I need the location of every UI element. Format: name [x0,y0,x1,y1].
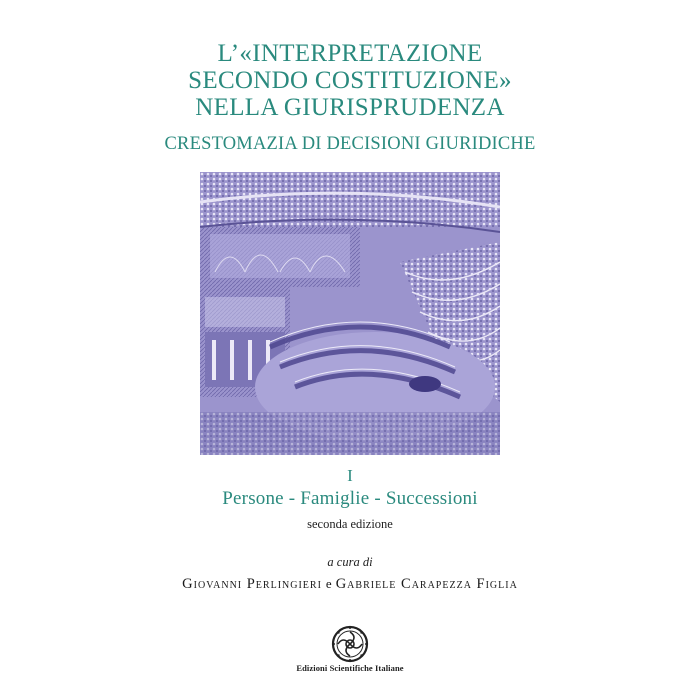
volume-number: I [347,466,353,485]
publisher-logo-icon [331,625,369,663]
edition-label: seconda edizione [307,517,393,531]
parliament-chamber-illustration [200,172,500,455]
subtitle: CRESTOMAZIA DI DECISIONI GIURIDICHE [164,134,536,154]
editor-name: Gabriele Carapezza Figlia [335,576,518,592]
curator-intro: a cura di [327,555,373,569]
volume-title: Persone - Famiglie - Successioni [222,488,478,509]
publisher-name: Edizioni Scientifiche Italiane [296,663,404,673]
title-line-2: SECONDO COSTITUZIONE» [188,67,512,94]
title-line-3: NELLA GIURISPRUDENZA [195,94,505,121]
editor-name: Giovanni Perlingieri [182,576,322,592]
editor-connector: e [325,576,332,591]
title-line-1: L’«INTERPRETAZIONE [217,40,483,67]
editors-line [0,576,700,593]
